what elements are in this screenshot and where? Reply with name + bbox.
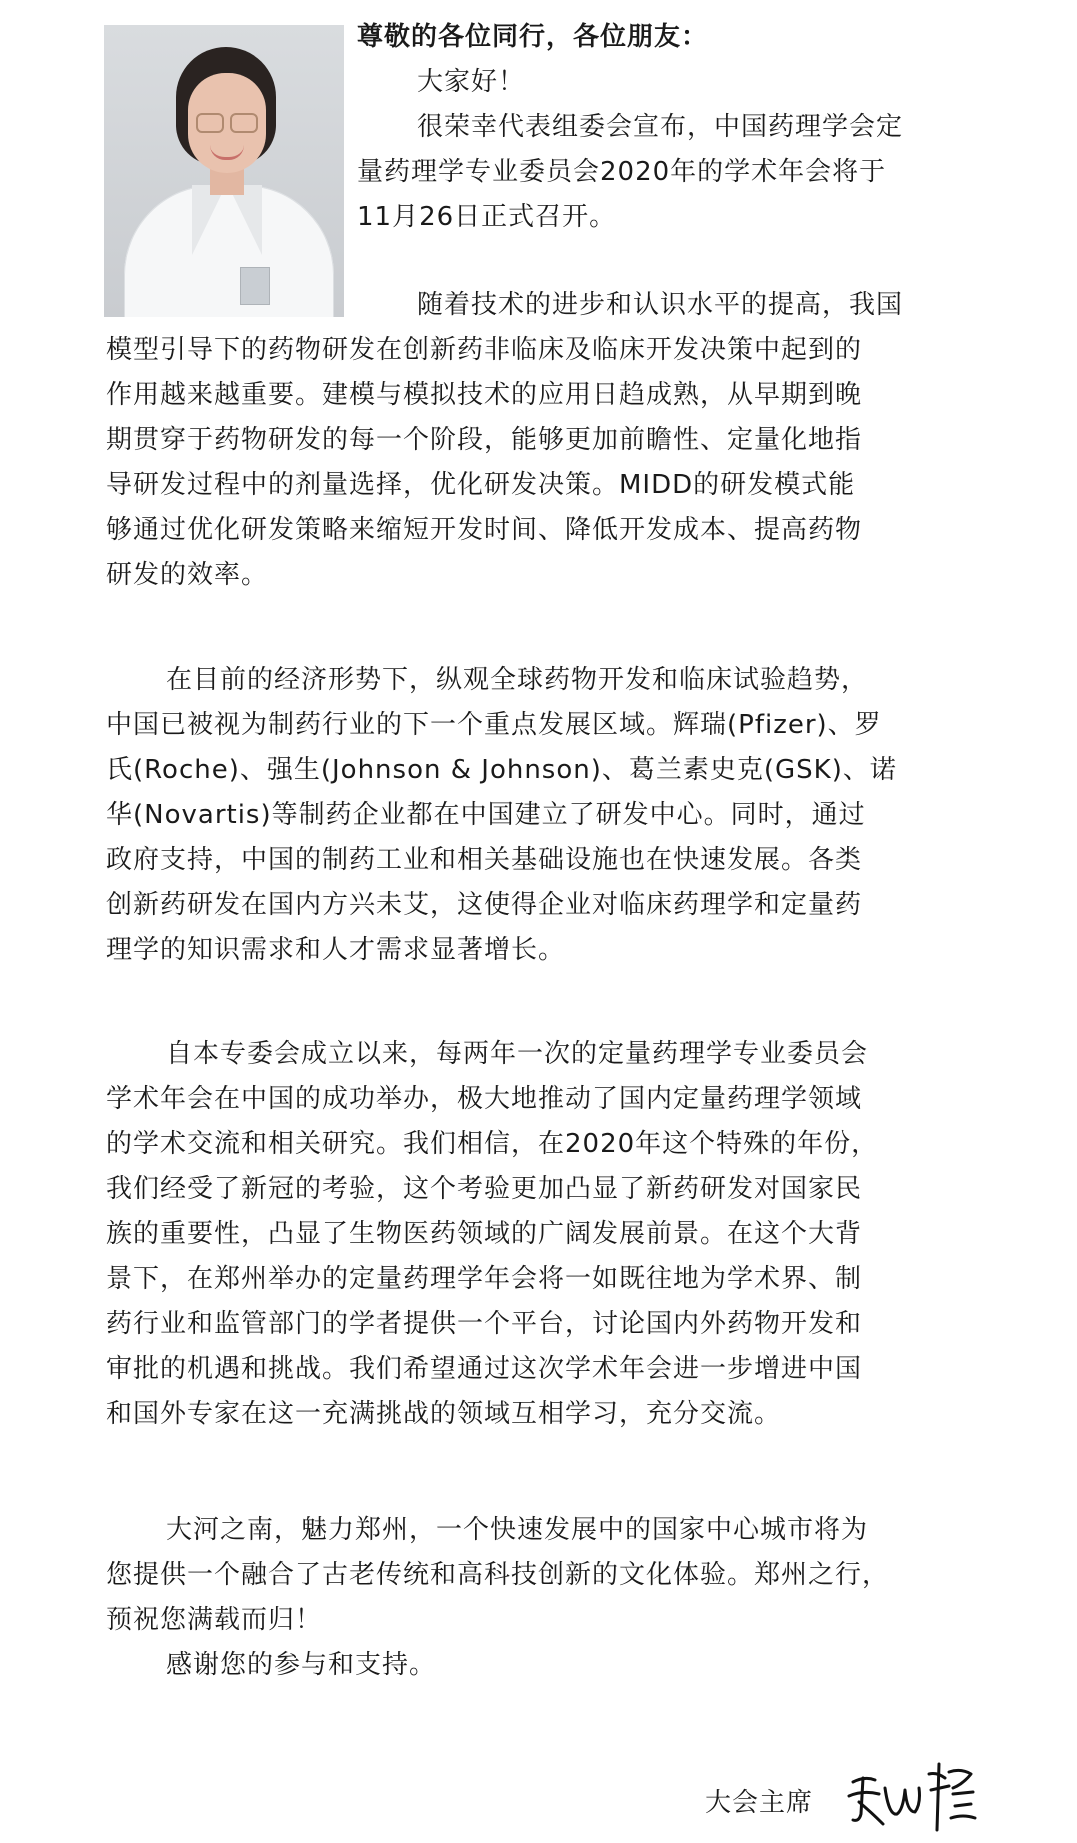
paragraph-line: 自本专委会成立以来，每两年一次的定量药理学专业委员会 [166,1039,869,1069]
paragraph-line: 审批的机遇和挑战。我们希望通过这次学术年会进一步增进中国 [106,1354,863,1384]
paragraph-line: 模型引导下的药物研发在创新药非临床及临床开发决策中起到的 [106,335,863,365]
paragraph-4 [106,1508,986,1688]
chair-portrait-photo [104,25,344,317]
paragraph-line: 研发的效率。 [106,560,269,590]
paragraph-line: 大河之南，魅力郑州，一个快速发展中的国家中心城市将为 [166,1515,869,1545]
salutation: 尊敬的各位同行，各位朋友： [357,22,709,52]
paragraph-line: 创新药研发在国内方兴未艾，这使得企业对临床药理学和定量药 [106,890,863,920]
paragraph-line: 随着技术的进步和认识水平的提高，我国 [417,290,904,320]
paragraph-line: 和国外专家在这一充满挑战的领域互相学习，充分交流。 [106,1399,782,1429]
paragraph-line: 学术年会在中国的成功举办，极大地推动了国内定量药理学领域 [106,1084,863,1114]
paragraph-line: 政府支持，中国的制药工业和相关基础设施也在快速发展。各类 [106,845,863,875]
paragraph-line: 理学的知识需求和人才需求显著增长。 [106,935,566,965]
paragraph-line: 药行业和监管部门的学者提供一个平台，讨论国内外药物开发和 [106,1309,863,1339]
paragraph-1 [106,283,986,598]
paragraph-line: 够通过优化研发策略来缩短开发时间、降低开发成本、提高药物 [106,515,863,545]
paragraph-line: 导研发过程中的剂量选择，优化研发决策。MIDD的研发模式能 [106,470,856,500]
intro-line: 很荣幸代表组委会宣布，中国药理学会定 [417,112,904,142]
paragraph-line: 中国已被视为制药行业的下一个重点发展区域。辉瑞(Pfizer)、罗 [106,710,882,740]
paragraph-line: 我们经受了新冠的考验，这个考验更加凸显了新药研发对国家民 [106,1174,863,1204]
paragraph-line: 景下，在郑州举办的定量药理学年会将一如既往地为学术界、制 [106,1264,863,1294]
paragraph-line: 预祝您满载而归！ [106,1605,323,1635]
handwritten-signature [845,1754,980,1834]
paragraph-line: 您提供一个融合了古老传统和高科技创新的文化体验。郑州之行， [106,1560,890,1590]
paragraph-line: 在目前的经济形势下，纵观全球药物开发和临床试验趋势， [166,665,869,695]
paragraph-line: 华(Novartis)等制药企业都在中国建立了研发中心。同时，通过 [106,800,866,830]
paragraph-line: 氏(Roche)、强生(Johnson & Johnson)、葛兰素史克(GSK)、诺 [106,755,897,785]
paragraph-line: 族的重要性，凸显了生物医药领域的广阔发展前景。在这个大背 [106,1219,863,1249]
paragraph-3 [106,1032,986,1437]
signature-label: 大会主席 [705,1788,814,1818]
letter-header [357,15,977,240]
intro-line: 量药理学专业委员会2020年的学术年会将于 [357,157,887,187]
paragraph-line: 作用越来越重要。建模与模拟技术的应用日趋成熟，从早期到晚 [106,380,863,410]
paragraph-2 [106,658,986,973]
paragraph-line: 期贯穿于药物研发的每一个阶段，能够更加前瞻性、定量化地指 [106,425,863,455]
thanks-line: 感谢您的参与和支持。 [166,1650,437,1680]
paragraph-line: 的学术交流和相关研究。我们相信，在2020年这个特殊的年份， [106,1129,879,1159]
hello-line: 大家好！ [417,67,526,97]
intro-line: 11月26日正式召开。 [357,202,617,232]
